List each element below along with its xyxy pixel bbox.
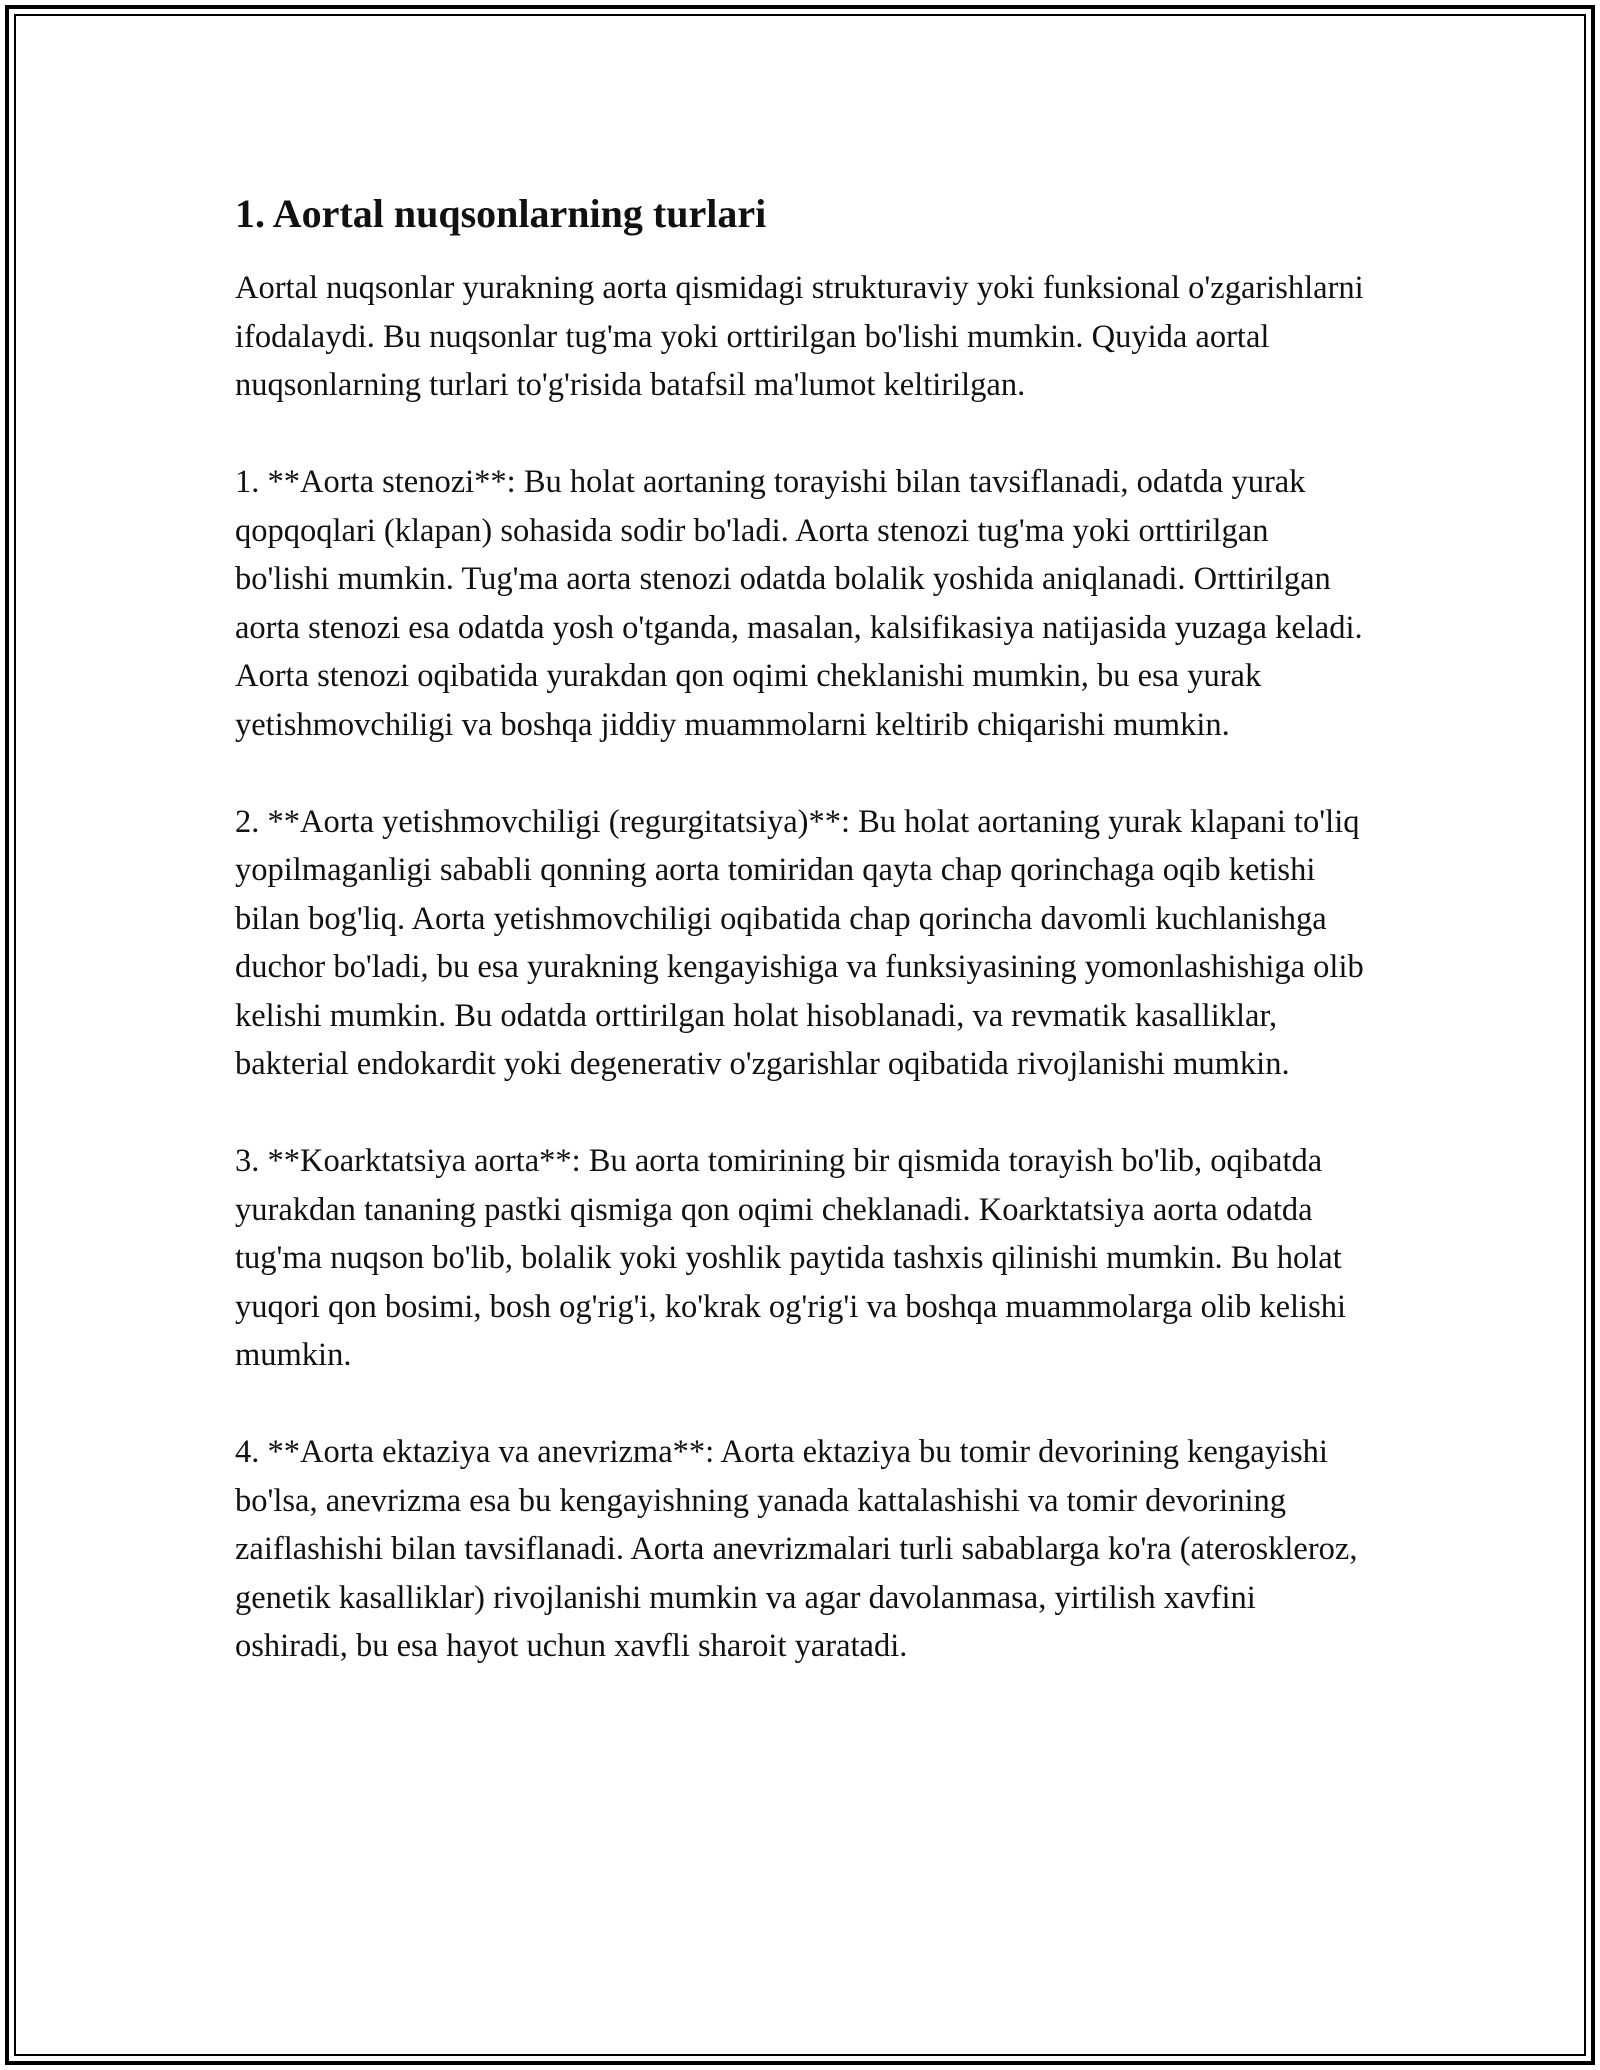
paragraph-aorta-stenozi: 1. **Aorta stenozi**: Bu holat aortaning torayishi bilan tavsiflanadi, odatda yurak qopqoqlari (klapan) sohasida sodir bo'ladi. Aorta stenozi tug'ma yoki orttirilgan bo'lishi mumkin. Tug'ma aorta stenozi odatda bolalik yoshida aniqlanadi. Orttirilgan aorta stenozi esa odatda yosh o'tganda, masalan, kalsifikasiya natijasida yuzaga keladi. Aorta stenozi oqibatida yurakdan qon oqimi cheklanishi mumkin, bu esa yurak yetishmovchiligi va boshqa jiddiy muammolarni keltirib chiqarishi mumkin. — [235, 464, 1363, 743]
paragraph-koarktatsiya-aorta: 3. **Koarktatsiya aorta**: Bu aorta tomirining bir qismida torayish bo'lib, oqibatda yurakdan tananing pastki qismiga qon oqimi cheklanadi. Koarktatsiya aorta odatda tug'ma nuqson bo'lib, bolalik yoki yoshlik paytida tashxis qilinishi mumkin. Bu holat yuqori qon bosimi, bosh og'rig'i, ko'krak og'rig'i va boshqa muammolarga olib kelishi mumkin. — [235, 1143, 1346, 1373]
section-title: 1. Aortal nuqsonlarning turlari — [235, 191, 767, 236]
paragraph-aorta-yetishmovchiligi: 2. **Aorta yetishmovchiligi (regurgitatsiya)**: Bu holat aortaning yurak klapani to'liq yopilmaganligi sababli qonning aorta tomiridan qayta chap qorinchaga oqib ketishi bilan bog'liq. Aorta yetishmovchiligi oqibatida chap qorincha davomli kuchlanishga duchor bo'ladi, bu esa yurakning kengayishiga va funksiyasining yomonlashishiga olib kelishi mumkin. Bu odatda orttirilgan holat hisoblanadi, va revmatik kasalliklar, bakterial endokardit yoki degenerativ o'zgarishlar oqibatida rivojlanishi mumkin. — [235, 803, 1364, 1082]
paragraph-aorta-ektaziya-anevrizma: 4. **Aorta ektaziya va anevrizma**: Aorta ektaziya bu tomir devorining kengayishi bo'lsa, anevrizma esa bu kengayishning yanada kattalashishi va tomir devorining zaiflashishi bilan tavsiflanadi. Aorta anevrizmalari turli sabablarga ko'ra (ateroskleroz, genetik kasalliklar) rivojlanishi mumkin va agar davolanmasa, yirtilish xavfini oshiradi, bu esa hayot uchun xavfli sharoit yaratadi. — [235, 1434, 1358, 1664]
intro-paragraph: Aortal nuqsonlar yurakning aorta qismidagi strukturaviy yoki funksional o'zgarishlarni ifodalaydi. Bu nuqsonlar tug'ma yoki orttirilgan bo'lishi mumkin. Quyida aortal nuqsonlarning turlari to'g'risida batafsil ma'lumot keltirilgan. — [235, 270, 1364, 403]
document-body — [235, 186, 1365, 1719]
